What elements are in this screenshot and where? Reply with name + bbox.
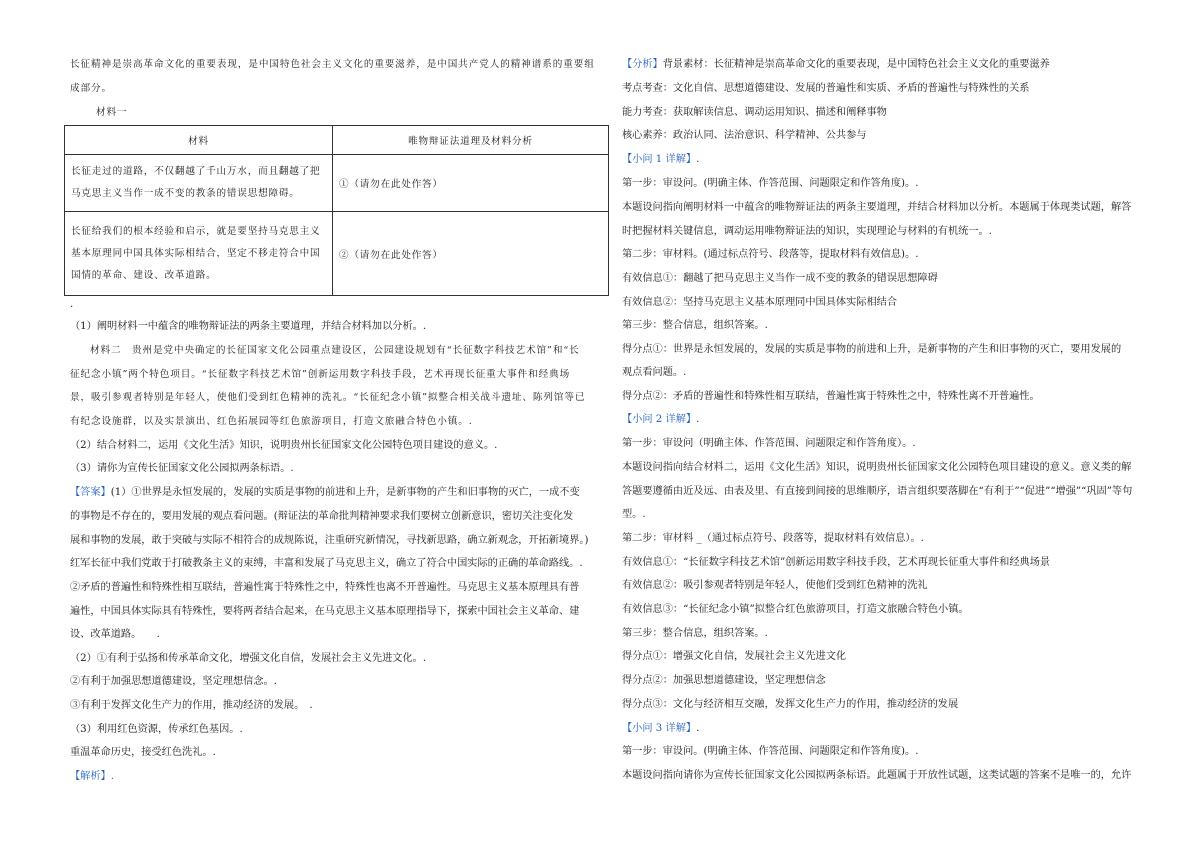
line-text: 答题要遵循由近及远、由表及里、有直接到间接的思维顺序，语言组织要落脚在“有利于”“促进”“增强”“巩固”等句: [622, 486, 1133, 497]
analysis-line: [622, 437, 916, 451]
section-heading: [622, 413, 699, 427]
answer-tag: 【答案】: [70, 487, 111, 498]
question-3: （3）请你为宣传长征国家文化公园拟两条标语。.: [70, 463, 294, 474]
analysis-line: [622, 106, 887, 120]
analysis-line: [622, 556, 1050, 570]
answer-line-6: 遍性，中国具体实际具有特殊性，要将两者结合起来，在马克思主义基本原理指导下，探索中国社会主义革命、建: [70, 606, 580, 617]
line-text: 时把握材料关键信息，调动运用唯物辩证法的知识，实现理论与材料的有机统一。.: [622, 226, 992, 237]
line-text: 第一步：审设问。(明确主体、作答范围、问题限定和作答角度)。.: [622, 178, 919, 189]
table-cell-answer: ②（请勿在此处作答）: [333, 212, 609, 296]
line-text: 型。.: [622, 509, 646, 520]
right-column: [622, 0, 1162, 849]
analysis-line: [622, 248, 918, 262]
cell-line: 长征给我们的根本经验和启示，就是要坚持马克思主义: [71, 225, 321, 237]
line-text: .: [696, 154, 700, 165]
analysis-line: [622, 698, 958, 712]
line-text: 有效信息②：坚持马克思主义基本原理同中国具体实际相结合: [622, 297, 898, 308]
answer-line-4: 红军长征中我们党敢于打破教条主义的束缚，丰富和发展了马克思主义，确立了符合中国实际的正确的革命路线。.: [70, 558, 583, 569]
question-1: （1）阐明材料一中蕴含的唯物辩证法的两条主要道理，并结合材料加以分析。.: [70, 321, 427, 332]
answer-line-10: ③有利于发挥文化生产力的作用，推动经济的发展。 .: [70, 700, 313, 711]
question-2: （2）结合材料二，运用《文化生活》知识，说明贵州长征国家文化公园特色项目建设的意义。.: [70, 440, 498, 451]
answer-text: (1）①世界是永恒发展的，发展的实质是事物的前进和上升，是新事物的产生和旧事物的灭亡，一成不变: [110, 487, 580, 498]
analysis-line: [622, 532, 924, 546]
line-text: 本题设问指向阐明材料一中蕴含的唯物辩证法的两条主要道理，并结合材料加以分析。本题属于体现类试题，解答: [622, 202, 1132, 213]
material2-line-2: 征纪念小镇”两个特色项目。“长征数字科技艺术馆”创新运用数字科技手段，艺术再现长征重大事件和经典场: [70, 369, 571, 380]
left-column-body: [70, 0, 610, 849]
line-text: .: [696, 723, 700, 734]
line-text: 第一步：审设问。(明确主体、作答范围、问题限定和作答角度)。.: [622, 746, 919, 757]
analysis-line: [622, 177, 918, 191]
answer-line-11: （3）利用红色资源，传承红色基因。.: [70, 724, 243, 735]
line-text: 得分点①：增强文化自信，发展社会主义先进文化: [622, 651, 847, 662]
analysis-line: [622, 390, 1040, 404]
line-text: 背景素材：长征精神是崇高革命文化的重要表现，是中国特色社会主义文化的重要滋养: [662, 59, 1050, 70]
answer-line-7: 设、改革道路。 .: [70, 629, 160, 640]
answer-line-3: 展和事物的发展，敢于突破与实际不相符合的成规陈说，注重研究新情况，寻找新思路，确立新观念，开拓新境界。): [70, 535, 589, 546]
cell-line: 基本原理同中国具体实际相结合，坚定不移走符合中国: [71, 247, 321, 259]
answer-line-5: ②矛盾的普遍性和特殊性相互联结，普遍性寓于特殊性之中，特殊性也离不开普遍性。马克思主义基本原理具有普: [70, 582, 580, 593]
section-heading: [622, 153, 699, 167]
cell-line: 国情的革命、建设、改革道路。: [71, 269, 217, 281]
analysis-line: [622, 296, 897, 310]
analysis-line: [622, 319, 768, 333]
analysis-line: [622, 225, 992, 239]
analysis-line: [622, 201, 1131, 215]
line-text: 考点考查：文化自信、思想道德建设、发展的普遍性和实质、矛盾的普遍性与特殊性的关系: [622, 83, 1030, 94]
answer-line-1: [70, 486, 580, 500]
line-text: 第一步：审设问（明确主体、作答范围、问题限定和作答角度）。.: [622, 438, 916, 449]
analysis-line: [622, 769, 1131, 783]
section-tag: 【分析】: [622, 59, 663, 70]
material2-line-4: 有纪念设施群，以及实景演出、红色拓展园等红色旅游项目，打造文旅融合特色小镇。.: [70, 416, 473, 427]
material2-line-1: 材料二 贵州是党中央确定的长征国家文化公园重点建设区，公园建设规划有“长征数字科技艺术馆”和“长: [90, 345, 580, 356]
line-text: 能力考查：获取解读信息、调动运用知识、描述和阐释事物: [622, 107, 887, 118]
line-text: 核心素养：政治认同、法治意识、科学精神、公共参与: [622, 130, 867, 141]
analysis-line: [622, 272, 938, 286]
analysis-line: [622, 650, 846, 664]
intro-line-1: 长征精神是崇高革命文化的重要表现，是中国特色社会主义文化的重要滋养，是中国共产党人的精神谱系的重要组: [70, 59, 595, 70]
cell-line: 长征走过的道路，不仅翻越了千山万水，而且翻越了把: [71, 166, 321, 177]
line-text: 本题设问指向请你为宣传长征国家文化公园拟两条标语。此题属于开放性试题，这类试题的答案不是唯一的，允许: [622, 770, 1132, 781]
answer-line-9: ②有利于加强思想道德建设，坚定理想信念。.: [70, 676, 277, 687]
table-header-material: 材料: [65, 126, 333, 155]
line-text: 第二步：审材料。(通过标点符号、段落等，提取材料有效信息)。.: [622, 249, 919, 260]
analysis-line: [622, 579, 928, 593]
line-text: 有效信息①：“长征数字科技艺术馆”创新运用数字科技手段，艺术再现长征重大事件和经典场景: [622, 557, 1051, 568]
analysis-line: [622, 82, 1030, 96]
analysis-line: [622, 485, 1132, 499]
analysis-line: [622, 627, 768, 641]
analysis-line: [622, 461, 1131, 475]
analysis-line: [622, 674, 826, 688]
line-text: 观点看问题。.: [622, 367, 687, 378]
line-text: 本题设问指向结合材料二，运用《文化生活》知识，说明贵州长征国家文化公园特色项目建设的意义。意义类的解: [622, 462, 1132, 473]
line-text: 得分点①：世界是永恒发展的，发展的实质是事物的前进和上升，是新事物的产生和旧事物的灭亡，要用发展的: [622, 344, 1122, 355]
analysis-line: [622, 366, 686, 380]
answer-line-8: （2）①有利于弘扬和传承革命文化，增强文化自信，发展社会主义先进文化。.: [70, 653, 427, 664]
answer-line-2: 的事物是不存在的，要用发展的观点看问题。(辩证法的革命批判精神要求我们要树立创新意识，密切关注变化发: [70, 511, 574, 522]
section-heading: [622, 58, 1050, 72]
section-tag: 【小问 3 详解】: [622, 723, 697, 734]
line-text: .: [696, 414, 700, 425]
analysis-line: [622, 745, 918, 759]
table-cell-answer: ①（请勿在此处作答）: [333, 155, 609, 212]
answer-line-12: 重温革命历史，接受红色洗礼。.: [70, 747, 216, 758]
after-table-mark: .: [70, 299, 74, 310]
line-text: 有效信息③：“长征纪念小镇”拟整合红色旅游项目，打造文旅融合特色小镇。: [622, 604, 969, 615]
analysis-line: [622, 129, 867, 143]
analysis-line: [622, 343, 1121, 357]
material2-line-3: 景，吸引参观者特别是年轻人，使他们受到红色精神的洗礼。“长征纪念小镇”拟整合相关战斗遗址、陈列馆等已: [70, 392, 586, 403]
line-text: 有效信息①：翻越了把马克思主义当作一成不变的教条的错误思想障碍: [622, 273, 938, 284]
intro-line-2: 成部分。: [70, 83, 112, 94]
line-text: 有效信息②：吸引参观者特别是年轻人，使他们受到红色精神的洗礼: [622, 580, 928, 591]
line-text: 第三步：整合信息，组织答案。.: [622, 628, 768, 639]
material1-label: 材料一: [96, 107, 128, 118]
section-heading: [622, 722, 699, 736]
cell-line: 马克思主义当作一成不变的教条的错误思想障碍。: [71, 188, 300, 199]
line-text: 第三步：整合信息，组织答案。.: [622, 320, 768, 331]
analysis-line: [622, 508, 646, 522]
section-tag: 【小问 1 详解】: [622, 154, 697, 165]
line-text: 得分点②：矛盾的普遍性和特殊性相互联结，普遍性寓于特殊性之中，特殊性离不开普遍性。: [622, 391, 1040, 402]
table-header-analysis: 唯物辩证法道理及材料分析: [333, 126, 609, 155]
analysis-tag: 【解析】.: [70, 771, 114, 782]
line-text: 第二步：审材料 _（通过标点符号、段落等，提取材料有效信息）。.: [622, 533, 924, 544]
line-text: 得分点③：文化与经济相互交融，发挥文化生产力的作用，推动经济的发展: [622, 699, 959, 710]
section-tag: 【小问 2 详解】: [622, 414, 697, 425]
analysis-line: [622, 603, 969, 617]
line-text: 得分点②：加强思想道德建设，坚定理想信念: [622, 675, 826, 686]
